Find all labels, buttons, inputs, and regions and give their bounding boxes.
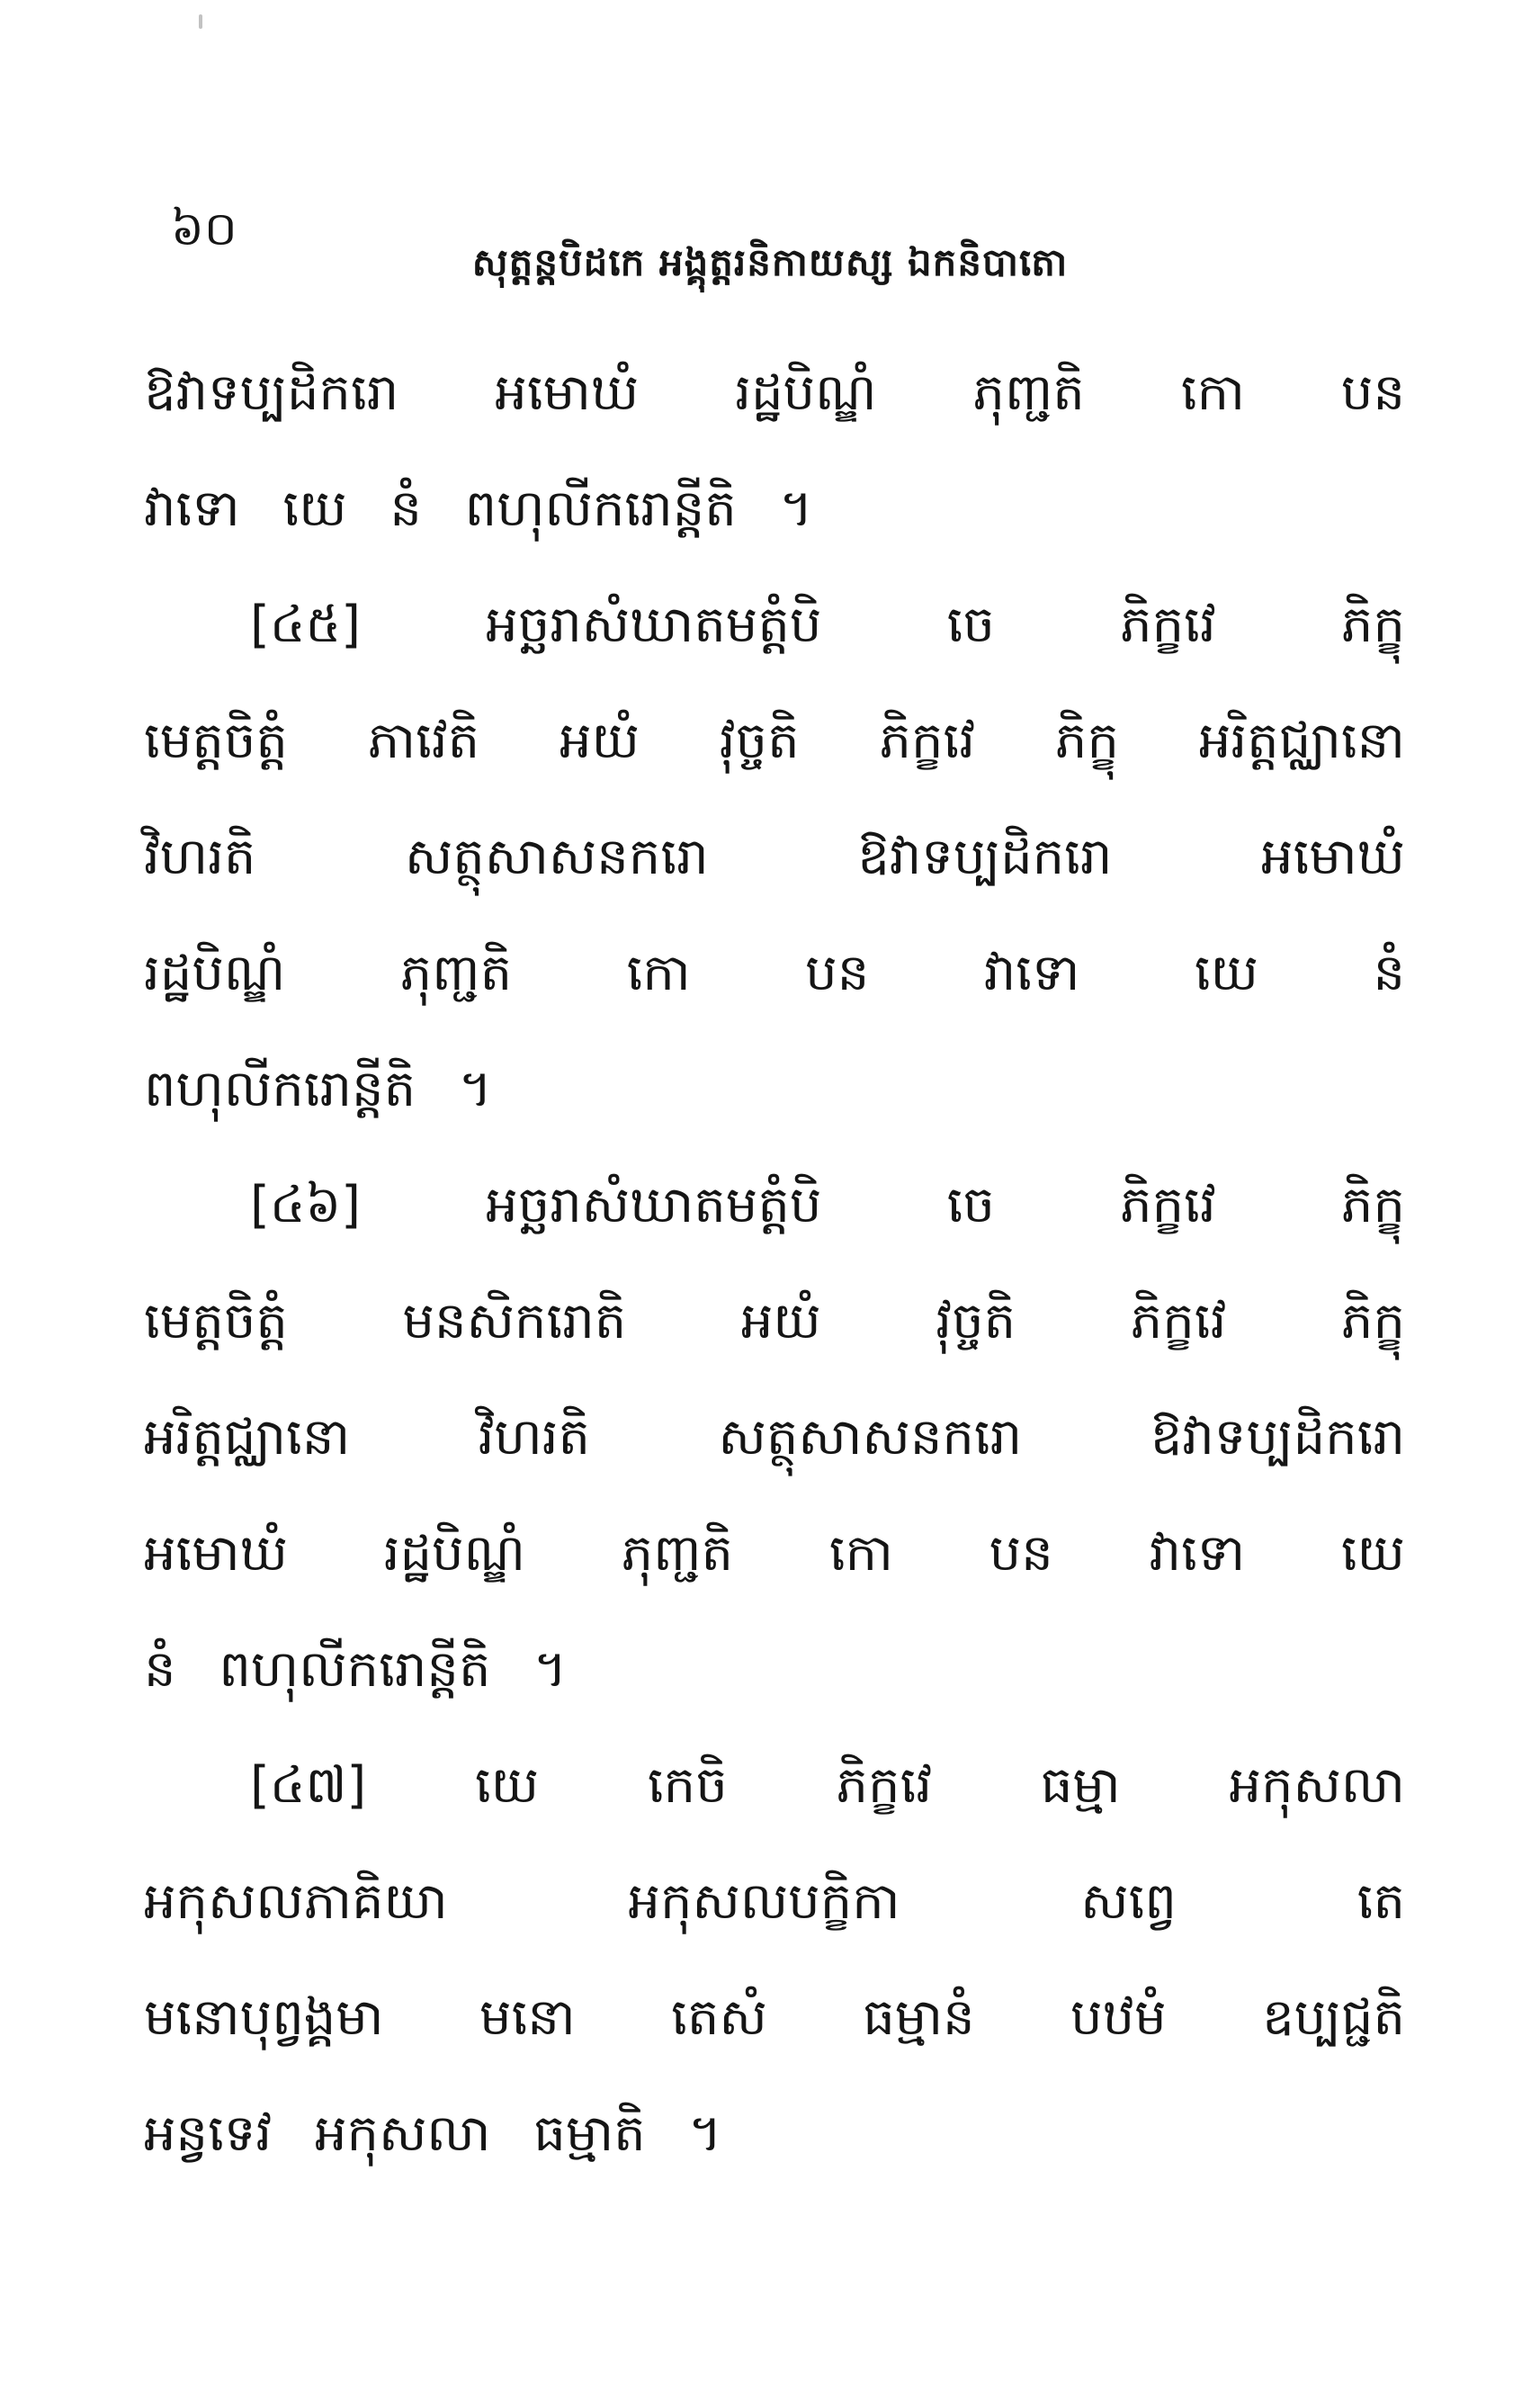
text-line: រដ្ឋបិណ្ឌំ ភុញ្ជតិ កោ បន វាទោ យេ នំ [144,944,1405,1002]
paragraph-continuation [144,335,1405,567]
text-line: មនោបុព្វង្គមា មនោ តេសំ ធម្មានំ បឋមំ ឧប្បជ្ជតិ [144,1988,1405,2047]
scan-artifact [199,14,202,29]
text-line: មេត្តចិត្តំ ភាវេតិ អយំ វុច្ចតិ ភិក្ខវេ ភិក្ខុ អរិត្តជ្ឈានោ [144,712,1405,770]
paragraph-first-line: [៤៧] យេ កេចិ ភិក្ខវេ ធម្មា អកុសលា [250,1756,1405,1815]
text-line: មេត្តចិត្តំ មនសិករោតិ អយំ វុច្ចតិ ភិក្ខវេ ភិក្ខុ [144,1292,1405,1350]
body-text [144,335,1405,2192]
text-line: ពហុលីករោន្តីតិ ។ [144,1060,492,1118]
text-line: អន្វទេវ អកុសលា ធម្មាតិ ។ [144,2104,722,2163]
paragraph-first-line: [៤៦] អច្ឆរាសំឃាតមត្តំបិ ចេ ភិក្ខវេ ភិក្ខុ [250,1176,1405,1234]
paragraph-46 [144,1147,1405,1727]
paragraph-47 [144,1727,1405,2192]
text-line: វិហរតិ សត្ថុសាសនករោ ឱវាទប្បដិករោ អមោឃំ [144,828,1405,886]
text-line: ឱវាទប្បដិករោ អមោឃំ រដ្ឋបិណ្ឌំ ភុញ្ជតិ កោ បន [144,363,1405,422]
running-header: សុត្តន្តបិដកេ អង្គុត្តរនិកាយស្ស ឯកនិបាតោ [471,240,1069,284]
paragraph-first-line: [៤៥] អច្ឆរាសំឃាតមត្តំបិ ចេ ភិក្ខវេ ភិក្ខុ [250,596,1405,654]
page-number: ៦០ [171,202,237,256]
text-line: អមោឃំ រដ្ឋបិណ្ឌំ ភុញ្ជតិ កោ បន វាទោ យេ [144,1524,1405,1583]
paragraph-45 [144,567,1405,1147]
text-line: វាទោ យេ នំ ពហុលីករោន្តីតិ ។ [144,480,813,538]
text-line: អកុសលភាគិយា អកុសលបក្ខិកា សព្វេ តេ [144,1872,1405,1931]
text-line: អរិត្តជ្ឈានោ វិហរតិ សត្ថុសាសនករោ ឱវាទប្បដិករោ [144,1408,1405,1467]
text-line: នំ ពហុលីករោន្តីតិ ។ [144,1640,568,1699]
